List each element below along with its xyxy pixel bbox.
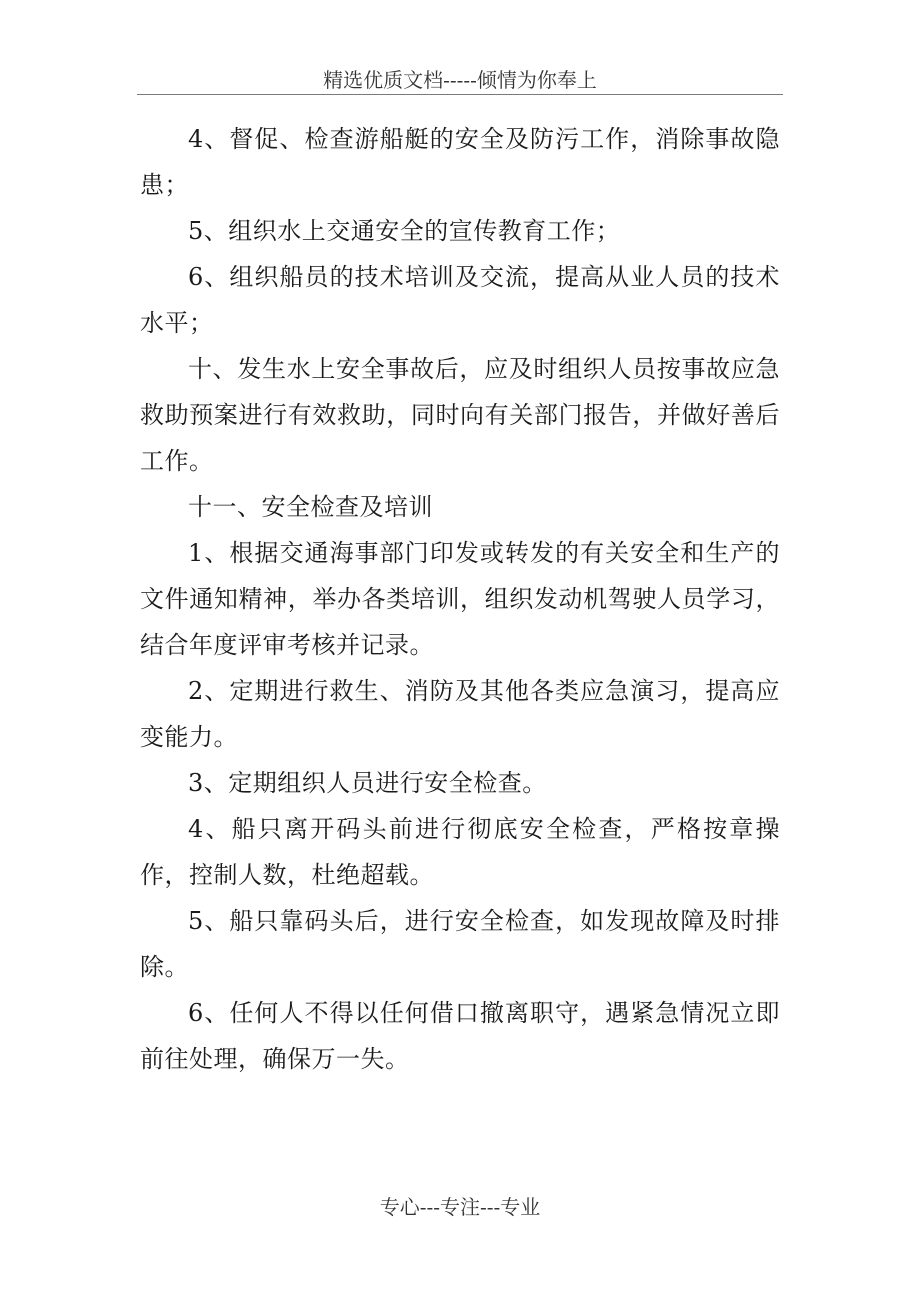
document-body — [140, 116, 780, 1082]
paragraph-training-4: 4、船只离开码头前进行彻底安全检查，严格按章操作，控制人数，杜绝超载。 — [140, 815, 780, 889]
paragraph-training-2: 2、定期进行救生、消防及其他各类应急演习，提高应变能力。 — [140, 677, 780, 751]
paragraph-training-3: 3、定期组织人员进行安全检查。 — [188, 769, 547, 797]
page-footer: 专心---专注---专业 — [379, 1195, 541, 1219]
paragraph-section-10: 十、发生水上安全事故后，应及时组织人员按事故应急救助预案进行有效救助，同时向有关部门报告，并做好善后工作。 — [140, 355, 780, 475]
page-header: 精选优质文档-----倾情为你奉上 — [137, 66, 783, 95]
paragraph-training-1: 1、根据交通海事部门印发或转发的有关安全和生产的文件通知精神，举办各类培训，组织发动机驾驶人员学习，结合年度评审考核并记录。 — [140, 539, 780, 659]
paragraph-duty-4: 4、督促、检查游船艇的安全及防污工作，消除事故隐患； — [140, 125, 780, 199]
paragraph-duty-6: 6、组织船员的技术培训及交流，提高从业人员的技术水平； — [140, 263, 780, 337]
paragraph-training-6: 6、任何人不得以任何借口撤离职守，遇紧急情况立即前往处理，确保万一失。 — [140, 999, 780, 1073]
paragraph-duty-5: 5、组织水上交通安全的宣传教育工作； — [188, 217, 621, 245]
section-heading-11: 十一、安全检查及培训 — [188, 493, 433, 521]
paragraph-training-5: 5、船只靠码头后，进行安全检查，如发现故障及时排除。 — [140, 907, 780, 981]
